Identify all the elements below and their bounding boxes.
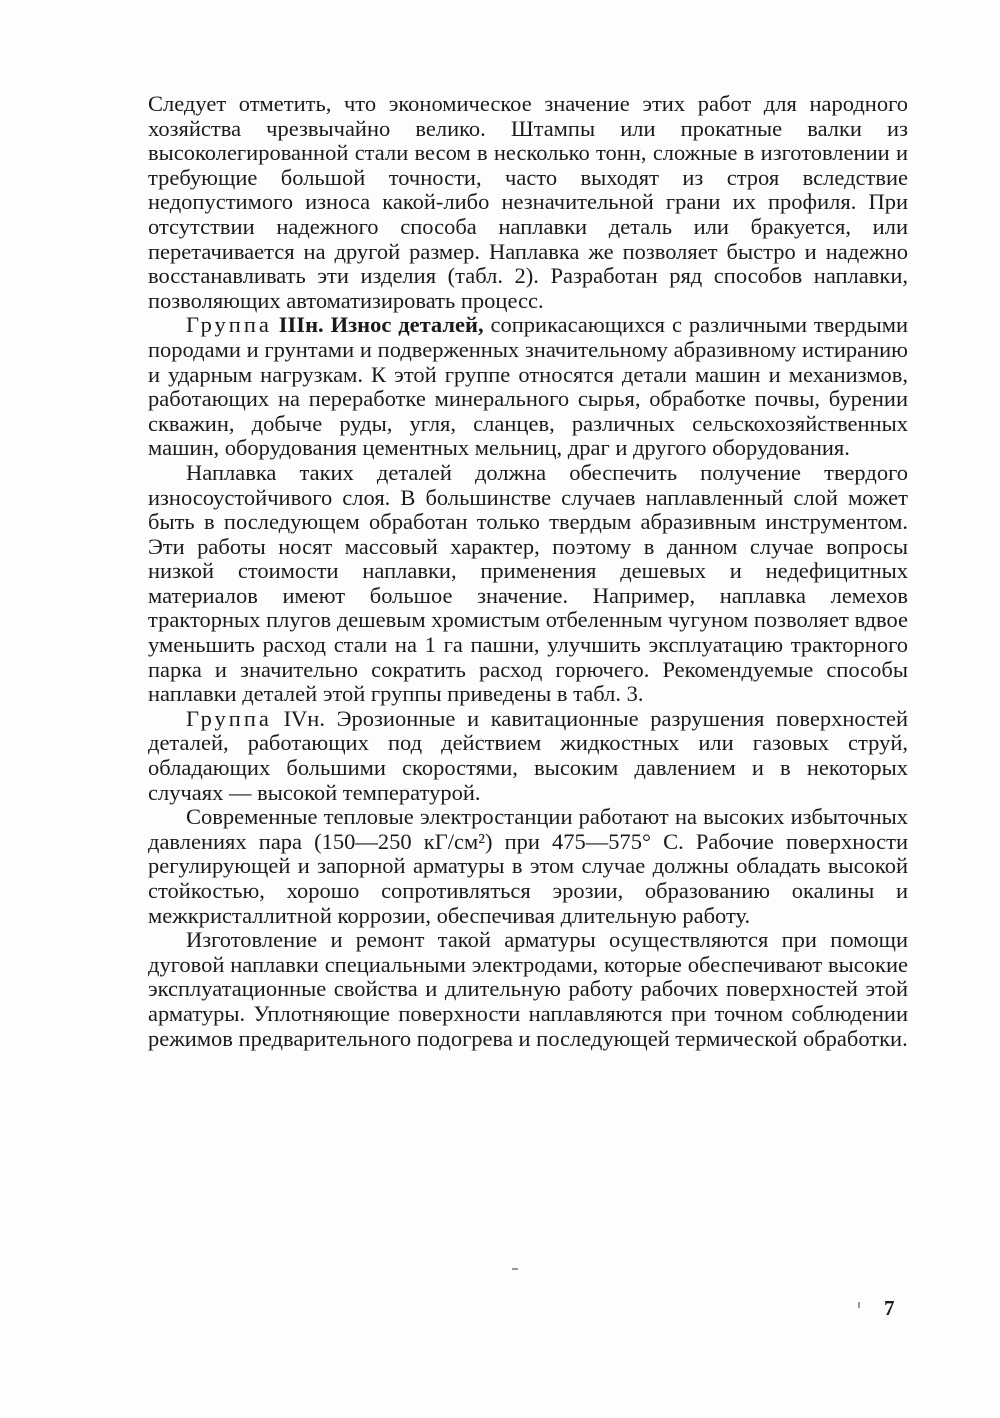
paragraph-power-stations [148,805,908,928]
paragraph-group-4 [148,707,908,805]
group-code: IVн. [283,705,325,731]
page-number: 7 [884,1296,895,1320]
paragraph-text: Эрозионные и кавитационные разрушения поверхностей деталей, работающих под действием жидкостных или газовых струй, обладающих большими скоростями, высоким давлением и в некоторых случаях — высокой температурой. [148,705,909,805]
group-label: Группа [186,312,272,338]
group-code: IIIн. [278,312,324,338]
scan-speck [858,1302,860,1308]
paragraph-text: соприкасающихся с различными твердыми породами и грунтами и подверженных значительному абразивному истиранию и ударным нагрузкам. К этой группе относятся детали машин и механизмов, работающих на переработке минерального сырья, обработке почвы, бурении скважин, добыче руды, угля, сланцев, различных сельскохозяйственных машин, оборудования цементных мельниц, драг и другого оборудования. [148,312,909,461]
paragraph-text: Изготовление и ремонт такой арматуры осуществляются при помощи дуговой наплавки специальными электродами, которые обеспечивают высокие эксплуатационные свойства и длительную работу рабочих поверхностей этой арматуры. Уплотняющие поверхности наплавляются при точном соблюдении режимов предварительного подогрева и последующей термической обработки. [148,927,908,1051]
scan-speck [512,1268,518,1270]
paragraph-valve-repair [148,928,908,1051]
group-heading: Износ деталей, [330,312,484,338]
paragraph-group-3 [148,313,908,461]
body-text [148,92,908,1051]
paragraph-economic-value [148,92,908,313]
paragraph-text: Наплавка таких деталей должна обеспечить получение твердого износоустойчивого слоя. В большинстве случаев наплавленный слой может быть в последующем обработан только твердым абразивным инструментом. Эти работы носят массовый характер, поэтому в данном случае вопросы низкой стоимости наплавки, применения дешевых и недефицитных материалов имеют большое значение. Например, наплавка лемехов тракторных плугов дешевым хромистым отбеленным чугуном позволяет вдвое уменьшить расход стали на 1 га пашни, улучшить эксплуатацию тракторного парка и значительно сократить расход горючего. Рекомендуемые способы наплавки деталей этой группы приведены в табл. 3. [148,459,908,707]
paragraph-hardfacing-details [148,461,908,707]
paragraph-text: Следует отметить, что экономическое значение этих работ для народного хозяйства чрезвычайно велико. Штампы или прокатные валки из высоколегированной стали весом в несколько тонн, сложные в изготовлении и требующие большой точности, часто выходят из строя вследствие недопустимого износа какой-либо незначительной грани их профиля. При отсутствии надежного способа наплавки деталь или бракуется, или перетачивается на другой размер. Наплавка же позволяет быстро и надежно восстанавливать эти изделия (табл. 2). Разработан ряд способов наплавки, позволяющих автоматизировать процесс. [148,91,908,313]
paragraph-text: Современные тепловые электростанции работают на высоких избыточных давлениях пара (150—250 кГ/см²) при 475—575° С. Рабочие поверхности регулирующей и запорной арматуры в этом случае должны обладать высокой стойкостью, хорошо сопротивляться эрозии, образованию окалины и межкристаллитной коррозии, обеспечивая длительную работу. [148,804,908,928]
group-label: Группа [186,705,272,731]
